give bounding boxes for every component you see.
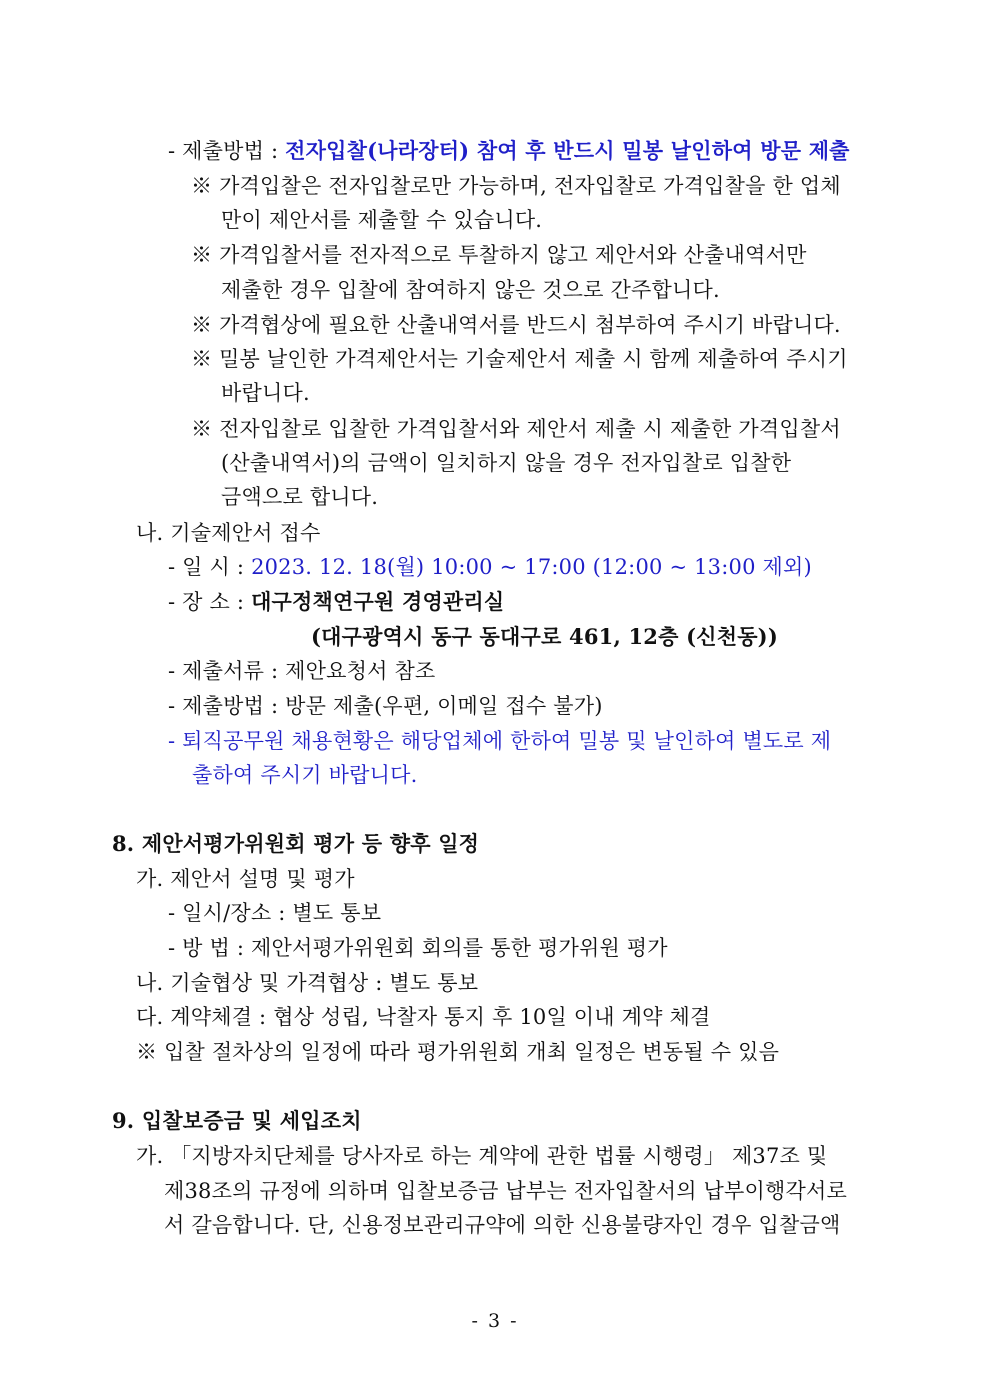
note-line: ※ 가격입찰서를 전자적으로 투찰하지 않고 제안서와 산출내역서만 — [191, 243, 807, 267]
date-value: 2023. 12. 18(월) 10:00 ~ 17:00 (12:00 ~ 13:00 제외) — [251, 555, 812, 579]
place-address: (대구광역시 동구 동대구로 461, 12층 (신천동)) — [311, 624, 778, 649]
note-line: ※ 가격협상에 필요한 산출내역서를 반드시 첨부하여 주시기 바랍니다. — [191, 313, 841, 337]
note-line: ※ 가격입찰은 전자입찰로만 가능하며, 전자입찰로 가격입찰을 한 업체 — [191, 174, 841, 198]
retired-notice-cont: 출하여 주시기 바랍니다. — [192, 763, 418, 787]
note-line: 만이 제안서를 제출할 수 있습니다. — [221, 208, 543, 232]
list-item: 다. 계약체결 : 협상 성립, 낙찰자 통지 후 10일 이내 계약 체결 — [136, 1005, 711, 1029]
retired-notice: - 퇴직공무원 채용현황은 해당업체에 한하여 밀봉 및 날인하여 별도로 제 — [168, 729, 832, 753]
note-line: ※ 전자입찰로 입찰한 가격입찰서와 제안서 제출 시 제출한 가격입찰서 — [191, 417, 841, 441]
list-item: ※ 입찰 절차상의 일정에 따라 평가위원회 개최 일정은 변동될 수 있음 — [136, 1040, 780, 1064]
note-line: (산출내역서)의 금액이 일치하지 않을 경우 전자입찰로 입찰한 — [221, 451, 792, 475]
list-item: - 방 법 : 제안서평가위원회 회의를 통한 평가위원 평가 — [168, 936, 668, 960]
submit-method-line — [168, 136, 850, 166]
note-line: 제출한 경우 입찰에 참여하지 않은 것으로 간주합니다. — [221, 278, 720, 302]
date-label: - 일 시 : — [168, 555, 245, 579]
place-value: 대구정책연구원 경영관리실 — [251, 589, 505, 614]
place-label: - 장 소 : — [168, 590, 245, 614]
section-8-title: 8. 제안서평가위원회 평가 등 향후 일정 — [112, 831, 480, 856]
page-number: - 3 - — [471, 1310, 519, 1332]
section-9-title: 9. 입찰보증금 및 세입조치 — [112, 1108, 362, 1133]
submit-method-label: - 제출방법 : — [168, 139, 279, 163]
note-line: ※ 밀봉 날인한 가격제안서는 기술제안서 제출 시 함께 제출하여 주시기 — [191, 347, 848, 371]
list-item: 서 갈음합니다. 단, 신용정보관리규약에 의한 신용불량자인 경우 입찰금액 — [164, 1213, 841, 1237]
list-item: 가. 「지방자치단체를 당사자로 하는 계약에 관한 법률 시행령」 제37조 및 — [136, 1144, 828, 1168]
note-line: 금액으로 합니다. — [221, 485, 379, 509]
place-line — [168, 587, 504, 617]
subsection-title: 나. 기술제안서 접수 — [136, 521, 321, 545]
note-line: 바랍니다. — [221, 381, 310, 405]
list-item: 나. 기술협상 및 가격협상 : 별도 통보 — [136, 971, 479, 995]
date-line — [168, 552, 812, 582]
submit-method-value: 전자입찰(나라장터) 참여 후 반드시 밀봉 날인하여 방문 제출 — [285, 138, 850, 163]
list-item: 가. 제안서 설명 및 평가 — [136, 867, 355, 891]
list-item: 제38조의 규정에 의하며 입찰보증금 납부는 전자입찰서의 납부이행각서로 — [164, 1179, 847, 1203]
docs-line: - 제출서류 : 제안요청서 참조 — [168, 659, 436, 683]
list-item: - 일시/장소 : 별도 통보 — [168, 901, 382, 925]
method-line: - 제출방법 : 방문 제출(우편, 이메일 접수 불가) — [168, 694, 603, 718]
